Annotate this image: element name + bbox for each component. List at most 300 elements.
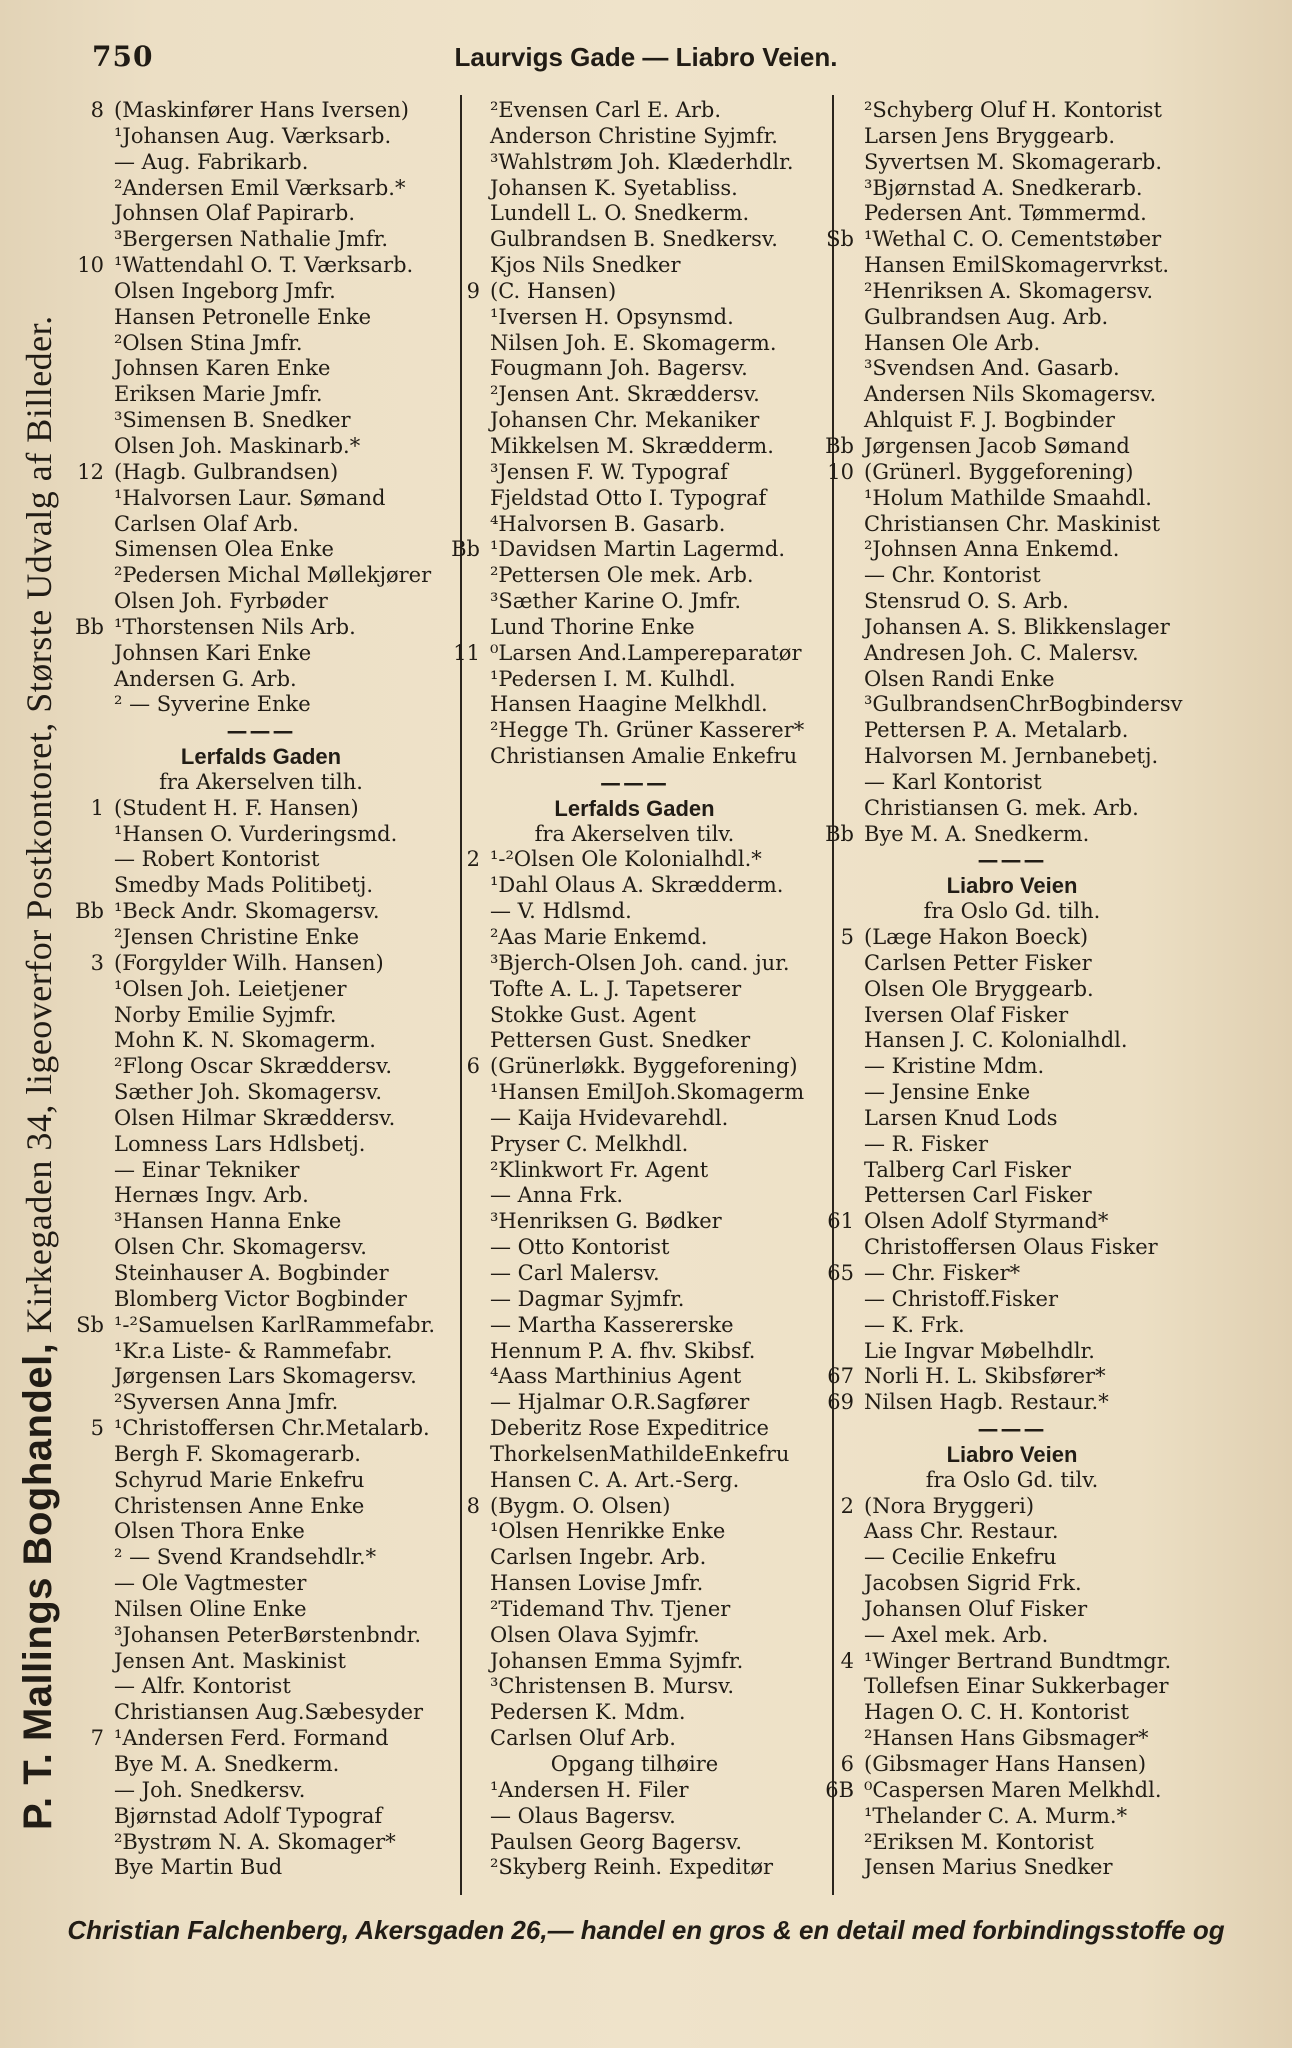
house-number: Sb bbox=[826, 227, 854, 252]
resident-entry: Lund Thorine Enke bbox=[490, 614, 695, 639]
directory-entry bbox=[66, 176, 456, 202]
directory-entry bbox=[66, 977, 456, 1003]
resident-entry: Olsen Ole Bryggearb. bbox=[864, 976, 1094, 1001]
directory-entry bbox=[66, 1235, 456, 1261]
directory-entry bbox=[66, 1597, 456, 1623]
directory-entry bbox=[442, 1080, 827, 1106]
resident-entry: ¹Andersen Ferd. Formand bbox=[114, 1726, 389, 1751]
directory-entry bbox=[816, 1830, 1208, 1856]
resident-entry: — V. Hdlsmd. bbox=[490, 899, 632, 924]
street-subheading: fra Akerselven tilv. bbox=[534, 821, 735, 846]
resident-entry: ²Olsen Stina Jmfr. bbox=[114, 330, 303, 355]
street-heading: Liabro Veien bbox=[946, 1441, 1078, 1467]
resident-entry: Johnsen Olaf Papirarb. bbox=[114, 201, 355, 226]
directory-entry bbox=[66, 1830, 456, 1856]
directory-entry bbox=[442, 1158, 827, 1184]
house-number: 11 bbox=[453, 640, 480, 665]
resident-entry: Blomberg Victor Bogbinder bbox=[114, 1286, 407, 1311]
resident-entry: — Jensine Enke bbox=[864, 1080, 1031, 1105]
resident-entry: Nilsen Oline Enke bbox=[114, 1596, 307, 1621]
directory-entry bbox=[442, 1804, 827, 1830]
directory-entry bbox=[66, 305, 456, 331]
directory-entry bbox=[442, 1649, 827, 1675]
directory-entry bbox=[442, 1468, 827, 1494]
resident-entry: ³Christensen B. Mursv. bbox=[490, 1674, 735, 1699]
directory-entry bbox=[66, 1287, 456, 1313]
directory-entry bbox=[66, 873, 456, 899]
resident-entry: ²Evensen Carl E. Arb. bbox=[490, 98, 721, 122]
directory-entry bbox=[442, 1364, 827, 1390]
resident-entry: ³Henriksen G. Bødker bbox=[490, 1209, 722, 1234]
resident-entry: Johansen Emma Syjmfr. bbox=[490, 1648, 744, 1673]
resident-entry: ⁴Aass Marthinius Agent bbox=[490, 1364, 742, 1389]
directory-entry bbox=[816, 641, 1208, 667]
directory-entry bbox=[66, 512, 456, 538]
resident-entry: (Student H. F. Hansen) bbox=[114, 795, 359, 820]
directory-entry bbox=[442, 434, 827, 460]
directory-entry bbox=[66, 1158, 456, 1184]
directory-entry bbox=[66, 1545, 456, 1571]
resident-entry: ¹Christoffersen Chr.Metalarb. bbox=[114, 1416, 430, 1441]
resident-entry: ¹Davidsen Martin Lagermd. bbox=[490, 537, 786, 562]
resident-entry: ²Tidemand Thv. Tjener bbox=[490, 1596, 731, 1621]
directory-entry bbox=[442, 1106, 827, 1132]
resident-entry: — Alfr. Kontorist bbox=[114, 1674, 291, 1699]
directory-entry bbox=[66, 1261, 456, 1287]
directory-entry bbox=[66, 1209, 456, 1235]
directory-entry bbox=[816, 1545, 1208, 1571]
directory-entry bbox=[816, 1778, 1208, 1804]
resident-entry: ¹Pedersen I. M. Kulhdl. bbox=[490, 666, 736, 691]
resident-entry: Gulbrandsen B. Snedkersv. bbox=[490, 227, 778, 252]
directory-entry bbox=[66, 1364, 456, 1390]
directory-entry bbox=[66, 1442, 456, 1468]
resident-entry: — Martha Kassererske bbox=[490, 1312, 734, 1337]
resident-entry: Andresen Joh. C. Malersv. bbox=[864, 640, 1139, 665]
resident-entry: Deberitz Rose Expeditrice bbox=[490, 1416, 769, 1441]
directory-entry bbox=[442, 615, 827, 641]
resident-entry: ³Wahlstrøm Joh. Klæderhdlr. bbox=[490, 149, 794, 174]
directory-entry bbox=[442, 1726, 827, 1752]
directory-entry bbox=[66, 667, 456, 693]
directory-entry bbox=[816, 822, 1208, 848]
resident-entry: ¹Halvorsen Laur. Sømand bbox=[114, 485, 386, 510]
directory-entry bbox=[66, 1339, 456, 1365]
resident-entry: — Chr. Kontorist bbox=[864, 563, 1041, 588]
resident-entry: Olsen Joh. Fyrbøder bbox=[114, 589, 328, 614]
resident-entry: Nilsen Hagb. Restaur.* bbox=[864, 1390, 1109, 1415]
directory-entry bbox=[442, 1778, 827, 1804]
directory-entry bbox=[442, 1519, 827, 1545]
directory-entry bbox=[442, 201, 827, 227]
section-separator: ——— bbox=[977, 847, 1047, 873]
resident-entry: Bye M. A. Snedkerm. bbox=[864, 821, 1090, 846]
directory-entry bbox=[816, 1649, 1208, 1675]
resident-entry: — Anna Frk. bbox=[490, 1183, 624, 1208]
directory-entry bbox=[442, 1209, 827, 1235]
directory-entry bbox=[66, 692, 456, 718]
resident-entry: Stensrud O. S. Arb. bbox=[864, 589, 1069, 614]
directory-entry bbox=[816, 124, 1208, 150]
resident-entry: ¹Beck Andr. Skomagersv. bbox=[114, 899, 380, 924]
resident-entry: Christensen Anne Enke bbox=[114, 1493, 365, 1518]
resident-entry: Pettersen Carl Fisker bbox=[864, 1183, 1092, 1208]
house-number: 69 bbox=[827, 1390, 854, 1415]
directory-entry bbox=[816, 667, 1208, 693]
resident-entry: Olsen Hilmar Skræddersv. bbox=[114, 1105, 396, 1130]
directory-entry bbox=[442, 176, 827, 202]
directory-entry bbox=[816, 615, 1208, 641]
side-advertisement bbox=[8, 150, 68, 1830]
directory-entry bbox=[816, 305, 1208, 331]
resident-entry: — Kristine Mdm. bbox=[864, 1054, 1045, 1079]
column-3 bbox=[816, 98, 1208, 1881]
resident-entry: Gulbrandsen Aug. Arb. bbox=[864, 304, 1109, 329]
directory-entry bbox=[816, 356, 1208, 382]
house-number: Bb bbox=[75, 614, 104, 639]
directory-entry bbox=[66, 124, 456, 150]
directory-entry bbox=[66, 1106, 456, 1132]
resident-entry: ¹Olsen Joh. Leietjener bbox=[114, 976, 347, 1001]
directory-entry bbox=[66, 434, 456, 460]
directory-entry bbox=[442, 1132, 827, 1158]
resident-entry: Simensen Olea Enke bbox=[114, 537, 334, 562]
directory-entry bbox=[816, 1804, 1208, 1830]
resident-entry: ²Eriksen M. Kontorist bbox=[864, 1829, 1094, 1854]
resident-entry: Hansen Ole Arb. bbox=[864, 330, 1041, 355]
resident-entry: ⁰Caspersen Maren Melkhdl. bbox=[864, 1777, 1162, 1802]
resident-entry: — Einar Tekniker bbox=[114, 1157, 300, 1182]
directory-entry bbox=[66, 253, 456, 279]
directory-entry bbox=[66, 382, 456, 408]
resident-entry: — Robert Kontorist bbox=[114, 847, 320, 872]
directory-entry bbox=[66, 847, 456, 873]
directory-entry bbox=[442, 98, 827, 124]
directory-entry bbox=[442, 563, 827, 589]
directory-entry bbox=[66, 408, 456, 434]
resident-entry: Fjeldstad Otto I. Typograf bbox=[490, 485, 767, 510]
house-number: 7 bbox=[90, 1726, 104, 1751]
house-number: 9 bbox=[466, 278, 480, 303]
resident-entry: ²Klinkwort Fr. Agent bbox=[490, 1157, 709, 1182]
directory-entry bbox=[816, 977, 1208, 1003]
resident-entry: — Carl Malersv. bbox=[490, 1260, 660, 1285]
resident-entry: — Dagmar Syjmfr. bbox=[490, 1286, 685, 1311]
resident-entry: Christiansen Amalie Enkefru bbox=[490, 744, 798, 769]
resident-entry: ²Pedersen Michal Møllekjører bbox=[114, 563, 432, 588]
directory-entry bbox=[442, 227, 827, 253]
resident-entry: ³Hansen Hanna Enke bbox=[114, 1209, 342, 1234]
directory-entry bbox=[816, 537, 1208, 563]
directory-entry bbox=[66, 822, 456, 848]
resident-entry: Halvorsen M. Jernbanebetj. bbox=[864, 744, 1159, 769]
directory-entry bbox=[66, 460, 456, 486]
resident-entry: ²Henriksen A. Skomagersv. bbox=[864, 278, 1154, 303]
resident-entry: ²Skyberg Reinh. Expeditør bbox=[490, 1855, 774, 1880]
page-number: 750 bbox=[92, 40, 154, 73]
resident-entry: Anderson Christine Syjmfr. bbox=[490, 123, 778, 148]
directory-entry bbox=[816, 279, 1208, 305]
directory-entry bbox=[816, 176, 1208, 202]
resident-entry: — Olaus Bagersv. bbox=[490, 1803, 676, 1828]
directory-entry bbox=[442, 486, 827, 512]
resident-entry: Syvertsen M. Skomagerarb. bbox=[864, 149, 1163, 174]
resident-entry: Sæther Joh. Skomagersv. bbox=[114, 1080, 383, 1105]
house-number: 2 bbox=[466, 847, 480, 872]
directory-entry bbox=[66, 1416, 456, 1442]
directory-entry bbox=[442, 1700, 827, 1726]
resident-entry: ² — Syverine Enke bbox=[114, 692, 311, 717]
directory-entry bbox=[816, 460, 1208, 486]
directory-entry bbox=[816, 770, 1208, 796]
resident-entry: ²Bystrøm N. A. Skomager* bbox=[114, 1829, 396, 1854]
resident-entry: — Joh. Snedkersv. bbox=[114, 1777, 306, 1802]
resident-entry: Lundell L. O. Snedkerm. bbox=[490, 201, 750, 226]
directory-entry bbox=[816, 1364, 1208, 1390]
house-number: Bb bbox=[825, 821, 854, 846]
house-number: Sb bbox=[76, 1312, 104, 1337]
resident-entry: ³Johansen PeterBørstenbndr. bbox=[114, 1622, 422, 1647]
directory-entry bbox=[816, 253, 1208, 279]
house-number: 61 bbox=[827, 1209, 854, 1234]
directory-entry bbox=[66, 589, 456, 615]
directory-entry bbox=[66, 537, 456, 563]
directory-entry bbox=[66, 1571, 456, 1597]
resident-entry: — Christoff.Fisker bbox=[864, 1286, 1058, 1311]
directory-entry bbox=[66, 1390, 456, 1416]
resident-entry: Aass Chr. Restaur. bbox=[864, 1519, 1059, 1544]
resident-entry: ¹Winger Bertrand Bundtmgr. bbox=[864, 1648, 1172, 1673]
resident-entry: ²Johnsen Anna Enkemd. bbox=[864, 537, 1120, 562]
directory-entry bbox=[442, 1235, 827, 1261]
resident-entry: — Otto Kontorist bbox=[490, 1235, 670, 1260]
resident-entry: Johansen A. S. Blikkenslager bbox=[864, 614, 1170, 639]
house-number: 10 bbox=[77, 253, 104, 278]
street-heading: Lerfalds Gaden bbox=[554, 795, 715, 821]
directory-entry bbox=[442, 1183, 827, 1209]
directory-entry bbox=[66, 563, 456, 589]
house-number: 10 bbox=[827, 459, 854, 484]
directory-entry bbox=[66, 356, 456, 382]
directory-entry bbox=[816, 486, 1208, 512]
section-separator: ——— bbox=[977, 1416, 1047, 1442]
resident-entry: Iversen Olaf Fisker bbox=[864, 1002, 1069, 1027]
resident-entry: Hansen EmilSkomagervrkst. bbox=[864, 253, 1170, 278]
resident-entry: Norli H. L. Skibsfører* bbox=[864, 1364, 1106, 1389]
resident-entry: Christiansen G. mek. Arb. bbox=[864, 795, 1139, 820]
directory-entry bbox=[816, 1080, 1208, 1106]
house-number: Bb bbox=[825, 433, 854, 458]
directory-entry bbox=[442, 1313, 827, 1339]
directory-entry bbox=[816, 1571, 1208, 1597]
footer-advertisement: Christian Falchenberg, Akersgaden 26,— handel en gros & en detail med forbindingsstoffe og bbox=[67, 1915, 1225, 1945]
resident-entry: Olsen Ingeborg Jmfr. bbox=[114, 278, 336, 303]
resident-entry: ³Jensen F. W. Typograf bbox=[490, 459, 728, 484]
resident-entry: Johansen Chr. Mekaniker bbox=[490, 408, 760, 433]
directory-entry bbox=[816, 1726, 1208, 1752]
resident-entry: ²Jensen Christine Enke bbox=[114, 925, 360, 949]
directory-entry bbox=[816, 1752, 1208, 1778]
directory-entry bbox=[442, 899, 827, 925]
directory-entry bbox=[816, 331, 1208, 357]
street-subheading: Opgang tilhøire bbox=[550, 1752, 719, 1776]
directory-entry bbox=[816, 1261, 1208, 1287]
resident-entry: (Hagb. Gulbrandsen) bbox=[114, 459, 339, 484]
resident-entry: Olsen Adolf Styrmand* bbox=[864, 1209, 1109, 1234]
resident-entry: ¹Johansen Aug. Værksarb. bbox=[114, 123, 392, 148]
resident-entry: ¹-²Samuelsen KarlRammefabr. bbox=[114, 1312, 435, 1337]
directory-entry bbox=[816, 1494, 1208, 1520]
directory-entry bbox=[66, 1855, 456, 1881]
house-number: 5 bbox=[90, 1416, 104, 1441]
resident-entry: ¹Thorstensen Nils Arb. bbox=[114, 614, 356, 639]
resident-entry: ²Schyberg Oluf H. Kontorist bbox=[864, 98, 1162, 122]
resident-entry: ³Simensen B. Snedker bbox=[114, 408, 351, 433]
directory-entry bbox=[66, 641, 456, 667]
house-number: Bb bbox=[451, 537, 480, 562]
resident-entry: ³Sæther Karine O. Jmfr. bbox=[490, 589, 742, 614]
resident-entry: Steinhauser A. Bogbinder bbox=[114, 1260, 389, 1285]
directory-entry bbox=[816, 1390, 1208, 1416]
directory-entry bbox=[816, 692, 1208, 718]
resident-entry: Carlsen Petter Fisker bbox=[864, 950, 1092, 975]
directory-entry bbox=[66, 331, 456, 357]
resident-entry: Bergh F. Skomagerarb. bbox=[114, 1441, 361, 1466]
resident-entry: Hansen Lovise Jmfr. bbox=[490, 1571, 704, 1596]
resident-entry: — Kaija Hvidevarehdl. bbox=[490, 1105, 729, 1130]
directory-entry bbox=[816, 1158, 1208, 1184]
resident-entry: Tofte A. L. J. Tapetserer bbox=[490, 976, 742, 1001]
resident-entry: ²Hansen Hans Gibsmager* bbox=[864, 1726, 1149, 1751]
house-number: 2 bbox=[840, 1493, 854, 1518]
directory-entry bbox=[816, 1313, 1208, 1339]
directory-entry bbox=[442, 253, 827, 279]
directory-entry bbox=[816, 925, 1208, 951]
directory-entry bbox=[816, 796, 1208, 822]
resident-entry: Hansen J. C. Kolonialhdl. bbox=[864, 1028, 1128, 1053]
resident-entry: (Bygm. O. Olsen) bbox=[490, 1493, 671, 1518]
resident-entry: (Forgylder Wilh. Hansen) bbox=[114, 950, 384, 975]
directory-entry bbox=[816, 1287, 1208, 1313]
resident-entry: (Grünerløkk. Byggeforening) bbox=[490, 1054, 798, 1079]
resident-entry: Pedersen K. Mdm. bbox=[490, 1700, 686, 1725]
resident-entry: ²Andersen Emil Værksarb.* bbox=[114, 175, 406, 200]
resident-entry: ⁰Larsen And.Lampereparatør bbox=[490, 640, 802, 665]
directory-entry bbox=[66, 150, 456, 176]
resident-entry: ³Svendsen And. Gasarb. bbox=[864, 356, 1120, 381]
resident-entry: ²Syversen Anna Jmfr. bbox=[114, 1390, 339, 1415]
directory-entry bbox=[442, 1003, 827, 1029]
resident-entry: Andersen G. Arb. bbox=[114, 666, 297, 691]
resident-entry: Carlsen Olaf Arb. bbox=[114, 511, 299, 536]
resident-entry: ¹Hansen EmilJoh.Skomagerm bbox=[490, 1080, 805, 1105]
directory-entry bbox=[442, 124, 827, 150]
resident-entry: (C. Hansen) bbox=[490, 278, 617, 303]
resident-entry: — K. Frk. bbox=[864, 1312, 965, 1337]
resident-entry: ¹Olsen Henrikke Enke bbox=[490, 1519, 726, 1544]
directory-entry bbox=[442, 925, 827, 951]
resident-entry: Pedersen Ant. Tømmermd. bbox=[864, 201, 1147, 226]
resident-entry: Johansen Oluf Fisker bbox=[864, 1596, 1088, 1621]
directory-entry bbox=[442, 1674, 827, 1700]
resident-entry: Mohn K. N. Skomagerm. bbox=[114, 1028, 376, 1053]
resident-entry: Hagen O. C. H. Kontorist bbox=[864, 1700, 1129, 1725]
house-number: 8 bbox=[90, 98, 104, 122]
directory-entry bbox=[442, 641, 827, 667]
resident-entry: ¹Holum Mathilde Smaahdl. bbox=[864, 485, 1152, 510]
resident-entry: Johnsen Kari Enke bbox=[114, 640, 312, 665]
resident-entry: ¹Kr.a Liste- & Rammefabr. bbox=[114, 1338, 393, 1363]
directory-entry bbox=[442, 279, 827, 305]
directory-entry bbox=[442, 408, 827, 434]
directory-entry bbox=[816, 512, 1208, 538]
directory-entry bbox=[442, 847, 827, 873]
directory-entry bbox=[66, 796, 456, 822]
directory-entry bbox=[66, 201, 456, 227]
directory-entry bbox=[66, 1623, 456, 1649]
street-subheading: fra Oslo Gd. tilh. bbox=[923, 899, 1101, 924]
resident-entry: (Maskinfører Hans Iversen) bbox=[114, 98, 409, 122]
house-number: Bb bbox=[75, 899, 104, 924]
resident-entry: Carlsen Ingebr. Arb. bbox=[490, 1545, 707, 1570]
resident-entry: Paulsen Georg Bagersv. bbox=[490, 1829, 743, 1854]
directory-entry bbox=[816, 563, 1208, 589]
directory-entry bbox=[816, 1106, 1208, 1132]
directory-entry bbox=[816, 201, 1208, 227]
section-separator: ——— bbox=[226, 718, 296, 744]
directory-entry bbox=[66, 925, 456, 951]
directory-entry bbox=[66, 899, 456, 925]
house-number: 3 bbox=[90, 950, 104, 975]
directory-entry bbox=[442, 692, 827, 718]
resident-entry: Mikkelsen M. Skrædderm. bbox=[490, 433, 774, 458]
directory-entry bbox=[816, 1183, 1208, 1209]
resident-entry: ²Flong Oscar Skræddersv. bbox=[114, 1054, 393, 1079]
directory-entry bbox=[66, 1132, 456, 1158]
directory-entry bbox=[816, 1235, 1208, 1261]
house-number: 6 bbox=[466, 1054, 480, 1079]
resident-entry: Olsen Olava Syjmfr. bbox=[490, 1622, 700, 1647]
resident-entry: — Cecilie Enkefru bbox=[864, 1545, 1057, 1570]
resident-entry: Norby Emilie Syjmfr. bbox=[114, 1002, 337, 1027]
directory-entry bbox=[442, 667, 827, 693]
directory-entry bbox=[442, 305, 827, 331]
directory-entry bbox=[816, 1054, 1208, 1080]
resident-entry: — Aug. Fabrikarb. bbox=[114, 149, 309, 174]
resident-entry: — Axel mek. Arb. bbox=[864, 1622, 1049, 1647]
directory-entry bbox=[442, 1494, 827, 1520]
directory-entry bbox=[66, 1054, 456, 1080]
directory-entry bbox=[442, 1261, 827, 1287]
resident-entry: Carlsen Oluf Arb. bbox=[490, 1726, 676, 1751]
directory-entry bbox=[66, 98, 456, 124]
directory-entry bbox=[442, 1597, 827, 1623]
resident-entry: ¹Dahl Olaus A. Skrædderm. bbox=[490, 873, 784, 898]
resident-entry: Olsen Randi Enke bbox=[864, 666, 1055, 691]
directory-entry bbox=[816, 589, 1208, 615]
resident-entry: Jacobsen Sigrid Frk. bbox=[864, 1571, 1082, 1596]
directory-entry bbox=[442, 512, 827, 538]
street-heading: Lerfalds Gaden bbox=[180, 744, 342, 770]
resident-entry: Bye Martin Bud bbox=[114, 1855, 283, 1880]
resident-entry: Olsen Chr. Skomagersv. bbox=[114, 1235, 367, 1260]
directory-entry bbox=[66, 1649, 456, 1675]
resident-entry: Olsen Thora Enke bbox=[114, 1519, 305, 1544]
directory-entry bbox=[66, 227, 456, 253]
resident-entry: Andersen Nils Skomagersv. bbox=[864, 382, 1157, 407]
directory-entry bbox=[816, 227, 1208, 253]
resident-entry: ¹-²Olsen Ole Kolonialhdl.* bbox=[490, 847, 762, 872]
